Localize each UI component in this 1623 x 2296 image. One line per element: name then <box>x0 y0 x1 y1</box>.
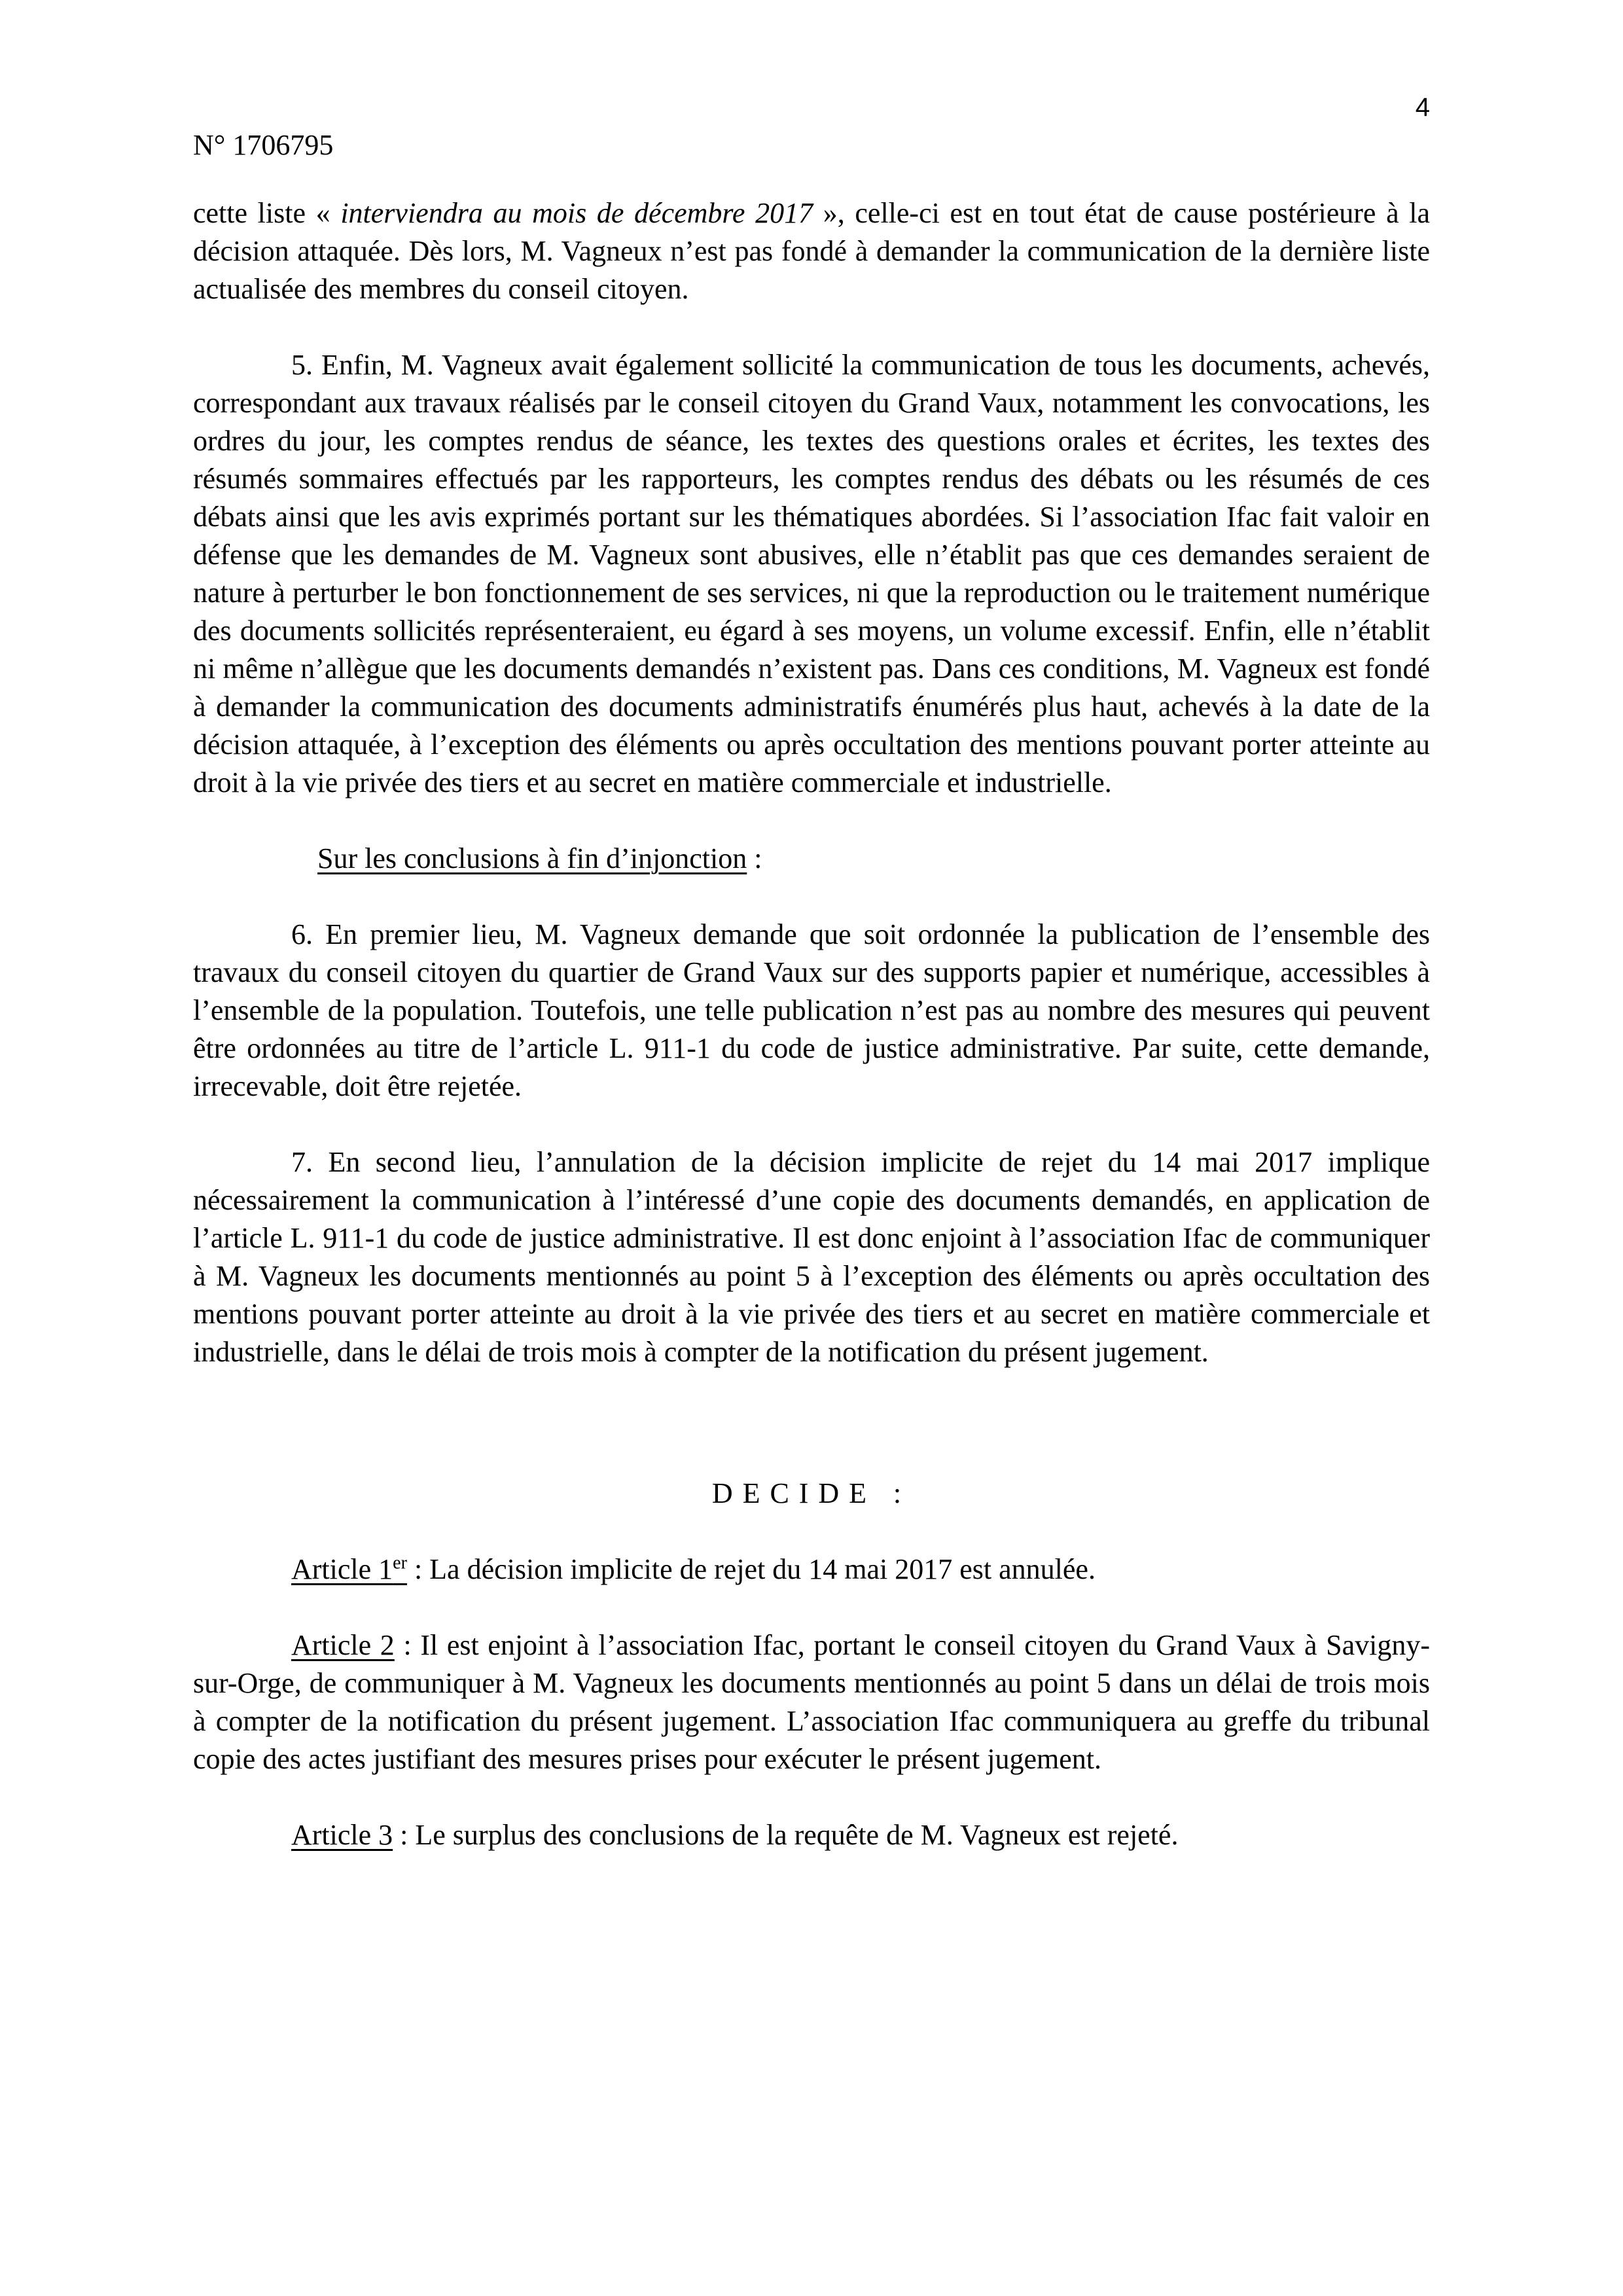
paragraph-7: 7. En second lieu, l’annulation de la décision implicite de rejet du 14 mai 2017 implique nécessairement la communication à l’intéressé d’une copie des documents demandés, en application de l’article L. 911-1 du code de justice administrative. Il est donc enjoint à l’association Ifac de communiquer à M. Vagneux les documents mentionnés au point 5 à l’exception des éléments ou après occultation des mentions pouvant porter atteinte au droit à la vie privée des tiers et au secret en matière commerciale et industrielle, dans le délai de trois mois à compter de la notification du présent jugement. <box>193 1146 1430 1368</box>
article-1-label-underlined <box>291 1553 407 1585</box>
intro-text-pre: cette liste « <box>193 197 341 229</box>
article-3-label: Article 3 <box>291 1819 393 1851</box>
section-heading-injonction <box>193 840 1430 878</box>
page-number: 4 <box>1415 93 1430 122</box>
article-1 <box>193 1551 1430 1588</box>
article-3-text: : Le surplus des conclusions de la requête de M. Vagneux est rejeté. <box>393 1819 1179 1851</box>
article-1-label: Article 1 <box>291 1553 393 1585</box>
decide-heading: DECIDE : <box>711 1477 912 1509</box>
article-3 <box>193 1816 1430 1854</box>
article-2-text: : Il est enjoint à l’association Ifac, portant le conseil citoyen du Grand Vaux à Savigny-sur-Orge, de communiquer à M. Vagneux les documents mentionnés au point 5 dans un délai de trois mois à compter de la notification du présent jugement. L’association Ifac communiquera au greffe du tribunal copie des actes justifiant des mesures prises pour exécuter le présent jugement. <box>193 1629 1430 1775</box>
article-1-text: : La décision implicite de rejet du 14 mai 2017 est annulée. <box>406 1553 1096 1585</box>
intro-text-quoted-italic: interviendra au mois de décembre 2017 <box>340 197 813 229</box>
article-1-ordinal-suffix: er <box>393 1552 407 1573</box>
article-2-label: Article 2 <box>291 1629 395 1661</box>
paragraph-intro <box>193 194 1430 308</box>
paragraph-5: 5. Enfin, M. Vagneux avait également sollicité la communication de tous les documents, achevés, correspondant aux travaux réalisés par le conseil citoyen du Grand Vaux, notamment les convocations, les ordres du jour, les comptes rendus de séance, les textes des questions orales et écrites, les textes des résumés sommaires effectués par les rapporteurs, les comptes rendus des débats ou les résumés de ces débats ainsi que les avis exprimés portant sur les thématiques abordées. Si l’association Ifac fait valoir en défense que les demandes de M. Vagneux sont abusives, elle n’établit pas que ces demandes seraient de nature à perturber le bon fonctionnement de ses services, ni que la reproduction ou le traitement numérique des documents sollicités représenteraient, eu égard à ses moyens, un volume excessif. Enfin, elle n’établit ni même n’allègue que les documents demandés n’existent pas. Dans ces conditions, M. Vagneux est fondé à demander la communication des documents administratifs énumérés plus haut, achevés à la date de la décision attaquée, à l’exception des éléments ou après occultation des mentions pouvant porter atteinte au droit à la vie privée des tiers et au secret en matière commerciale et industrielle. <box>193 349 1430 798</box>
paragraph-6: 6. En premier lieu, M. Vagneux demande que soit ordonnée la publication de l’ensemble des travaux du conseil citoyen du quartier de Grand Vaux sur des supports papier et numérique, accessibles à l’ensemble de la population. Toutefois, une telle publication n’est pas au nombre des mesures qui peuvent être ordonnées au titre de l’article L. 911-1 du code de justice administrative. Par suite, cette demande, irrecevable, doit être rejetée. <box>193 918 1430 1102</box>
section-heading-colon: : <box>747 842 762 874</box>
article-2 <box>193 1626 1430 1778</box>
case-reference: N° 1706795 <box>193 129 334 161</box>
intro-text-post: », celle-ci est en tout état de cause postérieure à la décision attaquée. Dès lors, M. Vagneux n’est pas fondé à demander la communication de la dernière liste actualisée des membres du conseil citoyen. <box>193 197 1430 305</box>
section-heading-underlined-text: Sur les conclusions à fin d’injonction <box>317 842 747 874</box>
